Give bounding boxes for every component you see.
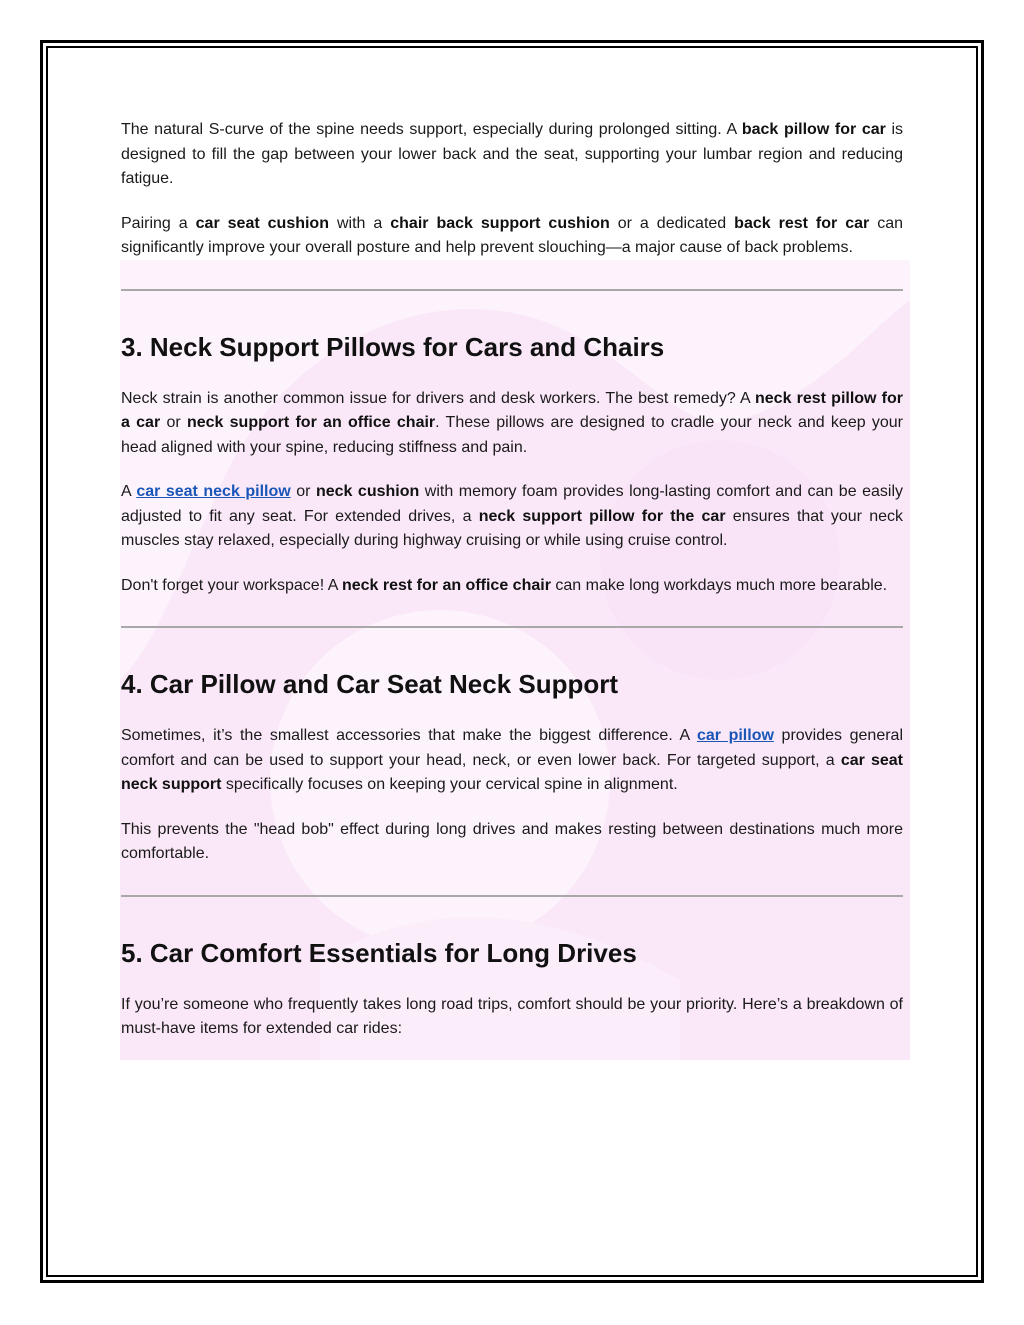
bold-keyword: car seat cushion: [195, 214, 329, 232]
section-5-paragraph-1: [121, 993, 903, 1042]
inline-link[interactable]: car pillow: [696, 727, 774, 744]
section-4-paragraph-2: [121, 818, 903, 867]
text-run: can make long workdays much more bearable.: [550, 576, 888, 594]
text-run: Sometimes, it’s the smallest accessories that make the biggest difference. A: [121, 727, 697, 744]
text-run: can significantly improve your overall posture and help prevent slouching—a major cause of back problems.: [121, 214, 904, 256]
section-3-heading: 3. Neck Support Pillows for Cars and Chairs: [121, 331, 665, 362]
bold-keyword: neck cushion: [315, 483, 420, 500]
text-run: If you’re someone who frequently takes long road trips, comfort should be your priority. Here’s a breakdown of must-have items for extended car rides:: [121, 995, 903, 1037]
text-run: specifically focuses on keeping your cervical spine in alignment.: [221, 776, 678, 793]
bold-keyword: back rest for car: [734, 214, 870, 232]
bold-keyword: neck support for an office chair: [186, 414, 436, 431]
text-run: provides general comfort and can be used to support your head, neck, or even lower back. For targeted support, a: [121, 727, 904, 769]
text-run: A: [121, 483, 137, 500]
text-run: with a: [328, 214, 391, 232]
text-run: This prevents the "head bob" effect during long drives and makes resting between destinations much more comfortable.: [121, 820, 903, 862]
bold-keyword: back pillow for car: [741, 121, 886, 138]
bold-keyword: neck support pillow for the car: [478, 507, 726, 525]
bold-keyword: chair back support cushion: [390, 214, 610, 232]
text-run: or: [290, 483, 316, 500]
bold-keyword: neck rest pillow for a car: [121, 389, 903, 431]
text-run: ensures that your neck muscles stay relaxed, especially during highway cruising or while using cruise control.: [121, 507, 904, 549]
intro-paragraph-1: [121, 118, 903, 192]
section-3-paragraph-2: [121, 480, 903, 554]
text-run: Don't forget your workspace! A: [121, 576, 342, 594]
section-3-paragraph-3: [121, 574, 903, 599]
inline-link[interactable]: car seat neck pillow: [136, 483, 291, 500]
section-4-paragraph-1: [121, 724, 903, 798]
intro-paragraph-2: [121, 212, 903, 261]
text-run: or: [160, 414, 187, 431]
text-run: Neck strain is another common issue for drivers and desk workers. The best remedy? A: [121, 389, 755, 407]
text-run: or a dedicated: [609, 214, 735, 232]
text-run: . These pillows are designed to cradle your neck and keep your head aligned with your spine, reducing stiffness and pain.: [121, 414, 904, 456]
document-content: [121, 118, 903, 1042]
text-run: is designed to fill the gap between your lower back and the seat, supporting your lumbar region and reducing fatigue.: [121, 121, 904, 187]
section-4-heading: 4. Car Pillow and Car Seat Neck Support: [121, 669, 619, 699]
bold-keyword: car seat neck support: [121, 751, 904, 793]
text-run: with memory foam provides long-lasting comfort and can be easily adjusted to fit any seat. For extended drives, a: [121, 483, 904, 525]
text-run: The natural S-curve of the spine needs support, especially during prolonged sitting. A: [121, 121, 742, 138]
section-3-paragraph-1: [121, 387, 903, 461]
section-5-heading: 5. Car Comfort Essentials for Long Drives: [121, 937, 637, 968]
text-run: Pairing a: [121, 214, 196, 232]
bold-keyword: neck rest for an office chair: [341, 576, 551, 594]
